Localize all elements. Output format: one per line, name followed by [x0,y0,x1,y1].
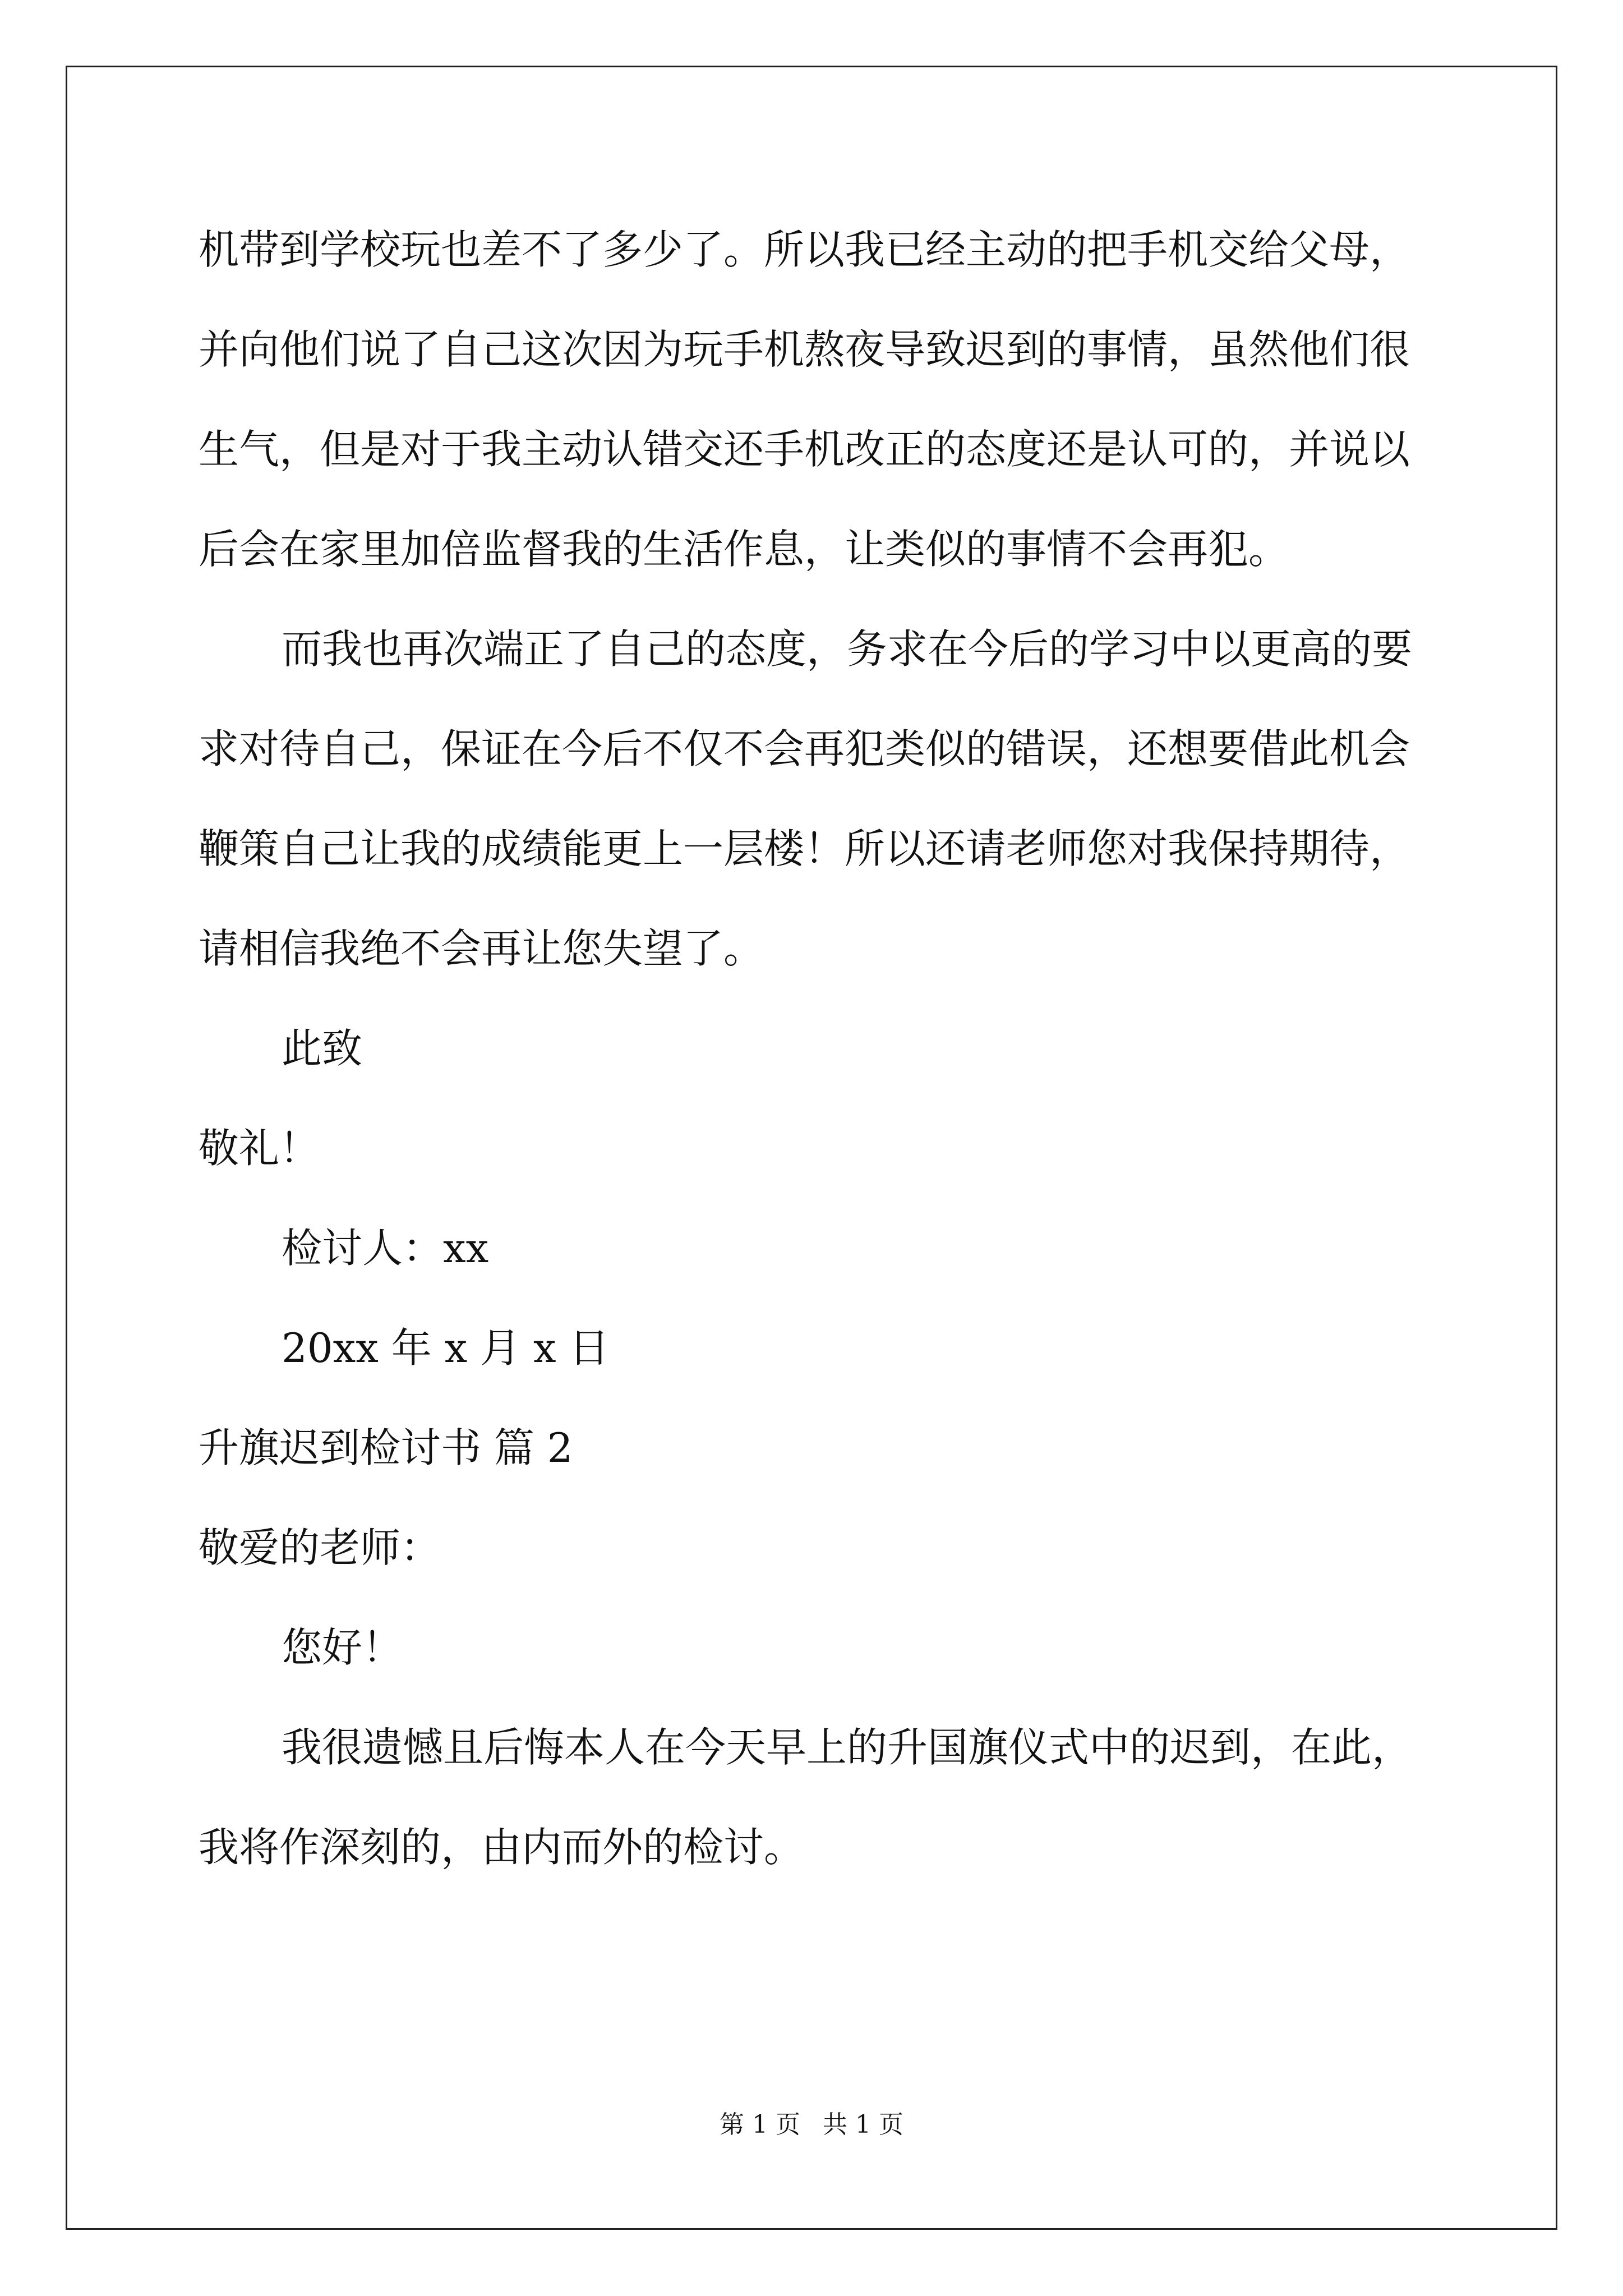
text-line: 我很遗憾且后悔本人在今天早上的升国旗仪式中的迟到，在此， [282,1724,1413,1771]
page-footer [0,2108,1623,2142]
date-line: 20xx 年 x 月 x 日 [282,1324,610,1372]
section-heading: 升旗迟到检讨书 篇 2 [199,1424,573,1471]
page-number: 第 1 页 [720,2110,800,2139]
greeting-line: 敬爱的老师： [199,1524,441,1571]
text-line: 而我也再次端正了自己的态度，务求在今后的学习中以更高的要 [282,625,1413,673]
closing-salutation: 此致 [282,1025,363,1072]
text-line: 鞭策自己让我的成绩能更上一层楼！所以还请老师您对我保持期待， [199,825,1410,872]
closing-regards: 敬礼！ [199,1125,320,1172]
text-line: 我将作深刻的，由内而外的检讨。 [199,1824,805,1871]
text-line: 生气，但是对于我主动认错交还手机改正的态度还是认可的，并说以 [199,426,1410,473]
page-count: 共 1 页 [823,2110,903,2139]
text-line: 后会在家里加倍监督我的生活作息，让类似的事情不会再犯。 [199,526,1289,573]
text-line: 请相信我绝不会再让您失望了。 [199,925,764,972]
text-line: 求对待自己，保证在今后不仅不会再犯类似的错误，还想要借此机会 [199,725,1410,772]
text-line: 并向他们说了自己这次因为玩手机熬夜导致迟到的事情，虽然他们很 [199,326,1410,373]
signature-line: 检讨人：xx [282,1225,489,1272]
text-line: 机带到学校玩也差不了多少了。所以我已经主动的把手机交给父母， [199,226,1410,273]
greeting-line: 您好！ [282,1624,403,1671]
